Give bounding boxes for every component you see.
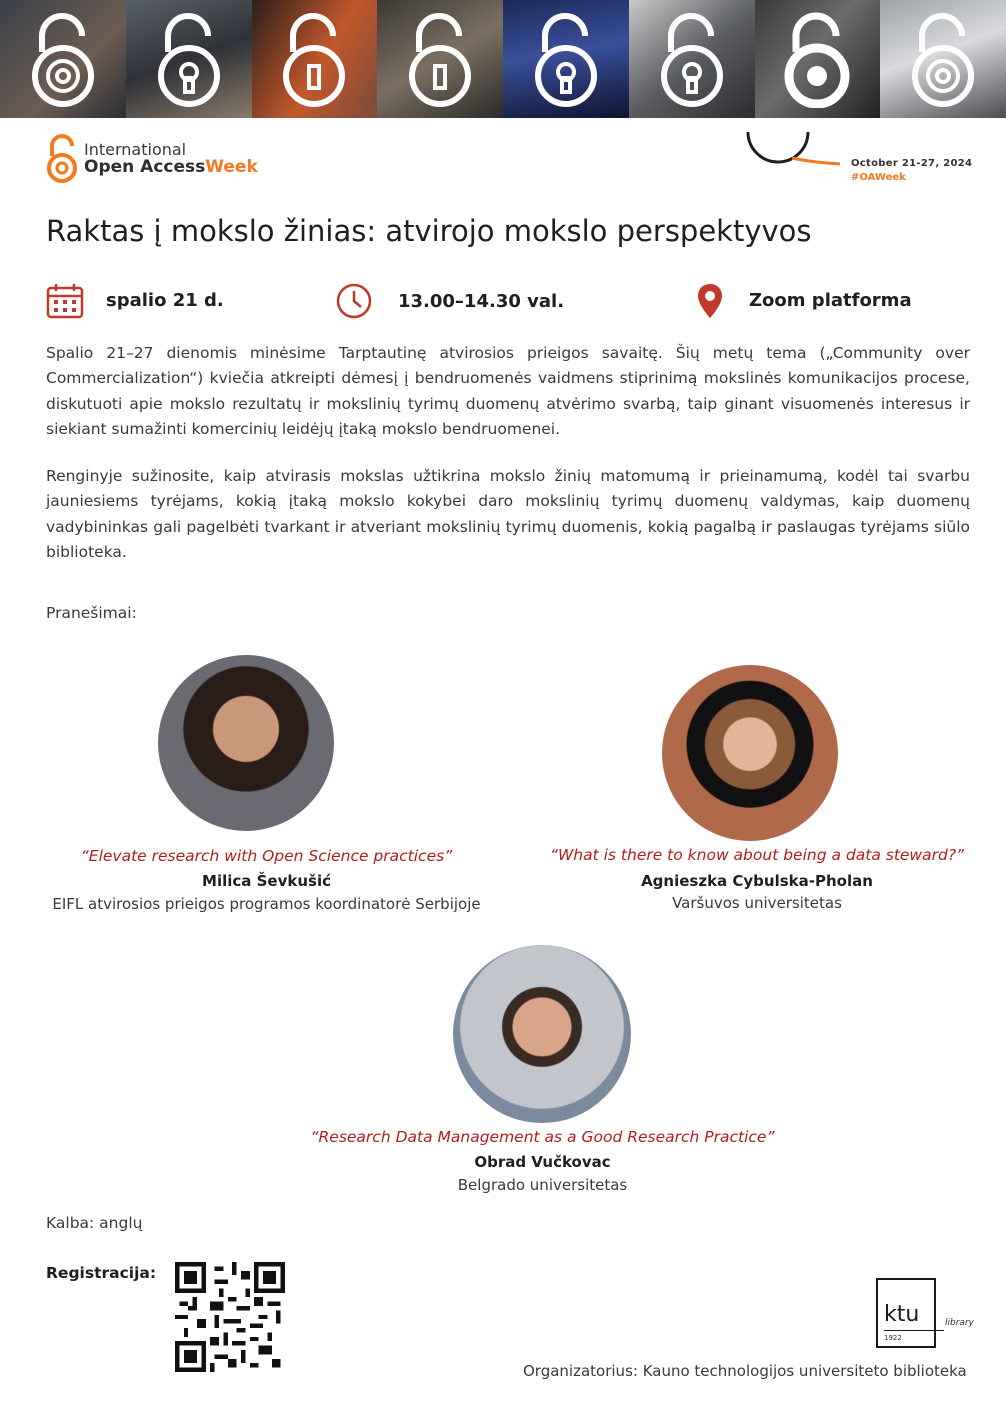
week-dates: October 21-27, 2024 <box>851 158 973 169</box>
logo-line-2 <box>84 157 258 177</box>
speaker-affiliation-3: Belgrado universitetas <box>457 1176 628 1194</box>
intro-paragraph: Spalio 21–27 dienomis minėsime Tarptautinę atvirosios prieigos savaitę. Šių metų tema („Community over Commercialization“) kviečia atkreipti dėmesį į bendruomenės vaidmens stiprinimą mokslinės komunikacijos procese, diskutuoti apie mokslo rezultatų ir mokslinių tyrimų duomenų atvėrimo svarbą, taip ginant visuomenės interesus ir siekiant sumažinti komercinių leidėjų įtaką mokslo bendruomenei. <box>46 344 970 438</box>
speaker-photo-obrad <box>453 945 631 1123</box>
open-lock-icon <box>279 12 349 108</box>
event-date: spalio 21 d. <box>106 290 224 311</box>
event-paragraph: Renginyje sužinosite, kaip atvirasis mokslas užtikrina mokslo žinių matomumą ir prieinamumą, kodėl tai svarbu jauniesiems tyrėjams, kokią įtaką mokslo kokybei daro mokslinių tyrimų duomenų valdymas, kaip duomenų vadybininkas gali pagelbėti tvarkant ir atveriant mokslinių tyrimų duomenis, kokią pagalbą ir paslaugas tyrėjams siūlo biblioteka. <box>46 467 970 561</box>
week-hashtag: #OAWeek <box>851 172 906 183</box>
banner-photo <box>126 0 252 118</box>
event-place: Zoom platforma <box>749 290 912 311</box>
open-lock-icon <box>531 12 601 108</box>
speaker-name-1: Milica Ševkušić <box>202 872 331 890</box>
speaker-photo-agnieszka <box>662 665 838 841</box>
speaker-name-3: Obrad Vučkovac <box>474 1153 611 1171</box>
clock-icon <box>335 282 373 320</box>
banner-photo <box>503 0 629 118</box>
logo-line-1: International <box>84 140 187 159</box>
ktu-logo-divider <box>884 1330 944 1331</box>
page-title: Raktas į mokslo žinias: atvirojo mokslo perspektyvos <box>46 214 812 248</box>
talk-title-1: “Elevate research with Open Science practices” <box>80 847 453 865</box>
banner-photo <box>0 0 126 118</box>
open-lock-icon <box>782 12 852 108</box>
presentations-label: Pranešimai: <box>46 604 137 622</box>
calendar-icon <box>46 283 84 319</box>
speaker-affiliation-2: Varšuvos universitetas <box>672 894 842 912</box>
banner-photo <box>880 0 1006 118</box>
ktu-logo-text: ktu <box>884 1302 920 1327</box>
language-label: Kalba: anglų <box>46 1214 143 1232</box>
logo-open-access: Open Access <box>84 157 206 177</box>
open-lock-icon <box>657 12 727 108</box>
logo-week: Week <box>205 157 258 177</box>
header-banner <box>0 0 1006 118</box>
event-time: 13.00–14.30 val. <box>398 291 565 312</box>
registration-label: Registracija: <box>46 1264 157 1282</box>
speaker-photo-milica <box>158 655 334 831</box>
banner-photo <box>629 0 755 118</box>
organizer-text: Organizatorius: Kauno technologijos universiteto biblioteka <box>523 1362 967 1380</box>
open-lock-icon <box>28 12 98 108</box>
speaker-name-2: Agnieszka Cybulska-Pholan <box>641 872 873 890</box>
open-lock-icon <box>908 12 978 108</box>
location-pin-icon <box>696 282 724 320</box>
talk-title-2: “What is there to know about being a data steward?” <box>549 846 965 864</box>
open-lock-icon <box>154 12 224 108</box>
open-lock-icon <box>405 12 475 108</box>
banner-photo <box>755 0 881 118</box>
ktu-logo-sub: library <box>945 1318 974 1328</box>
banner-photo <box>377 0 503 118</box>
ktu-logo-year: 1922 <box>884 1334 902 1342</box>
talk-title-3: “Research Data Management as a Good Research Practice” <box>310 1128 775 1146</box>
oaweek-arc-graphic <box>740 130 840 174</box>
speaker-affiliation-1: EIFL atvirosios prieigos programos koordinatorė Serbijoje <box>52 895 481 913</box>
registration-qr-code[interactable] <box>175 1262 285 1372</box>
open-access-logo-icon <box>46 134 78 184</box>
banner-photo <box>252 0 378 118</box>
